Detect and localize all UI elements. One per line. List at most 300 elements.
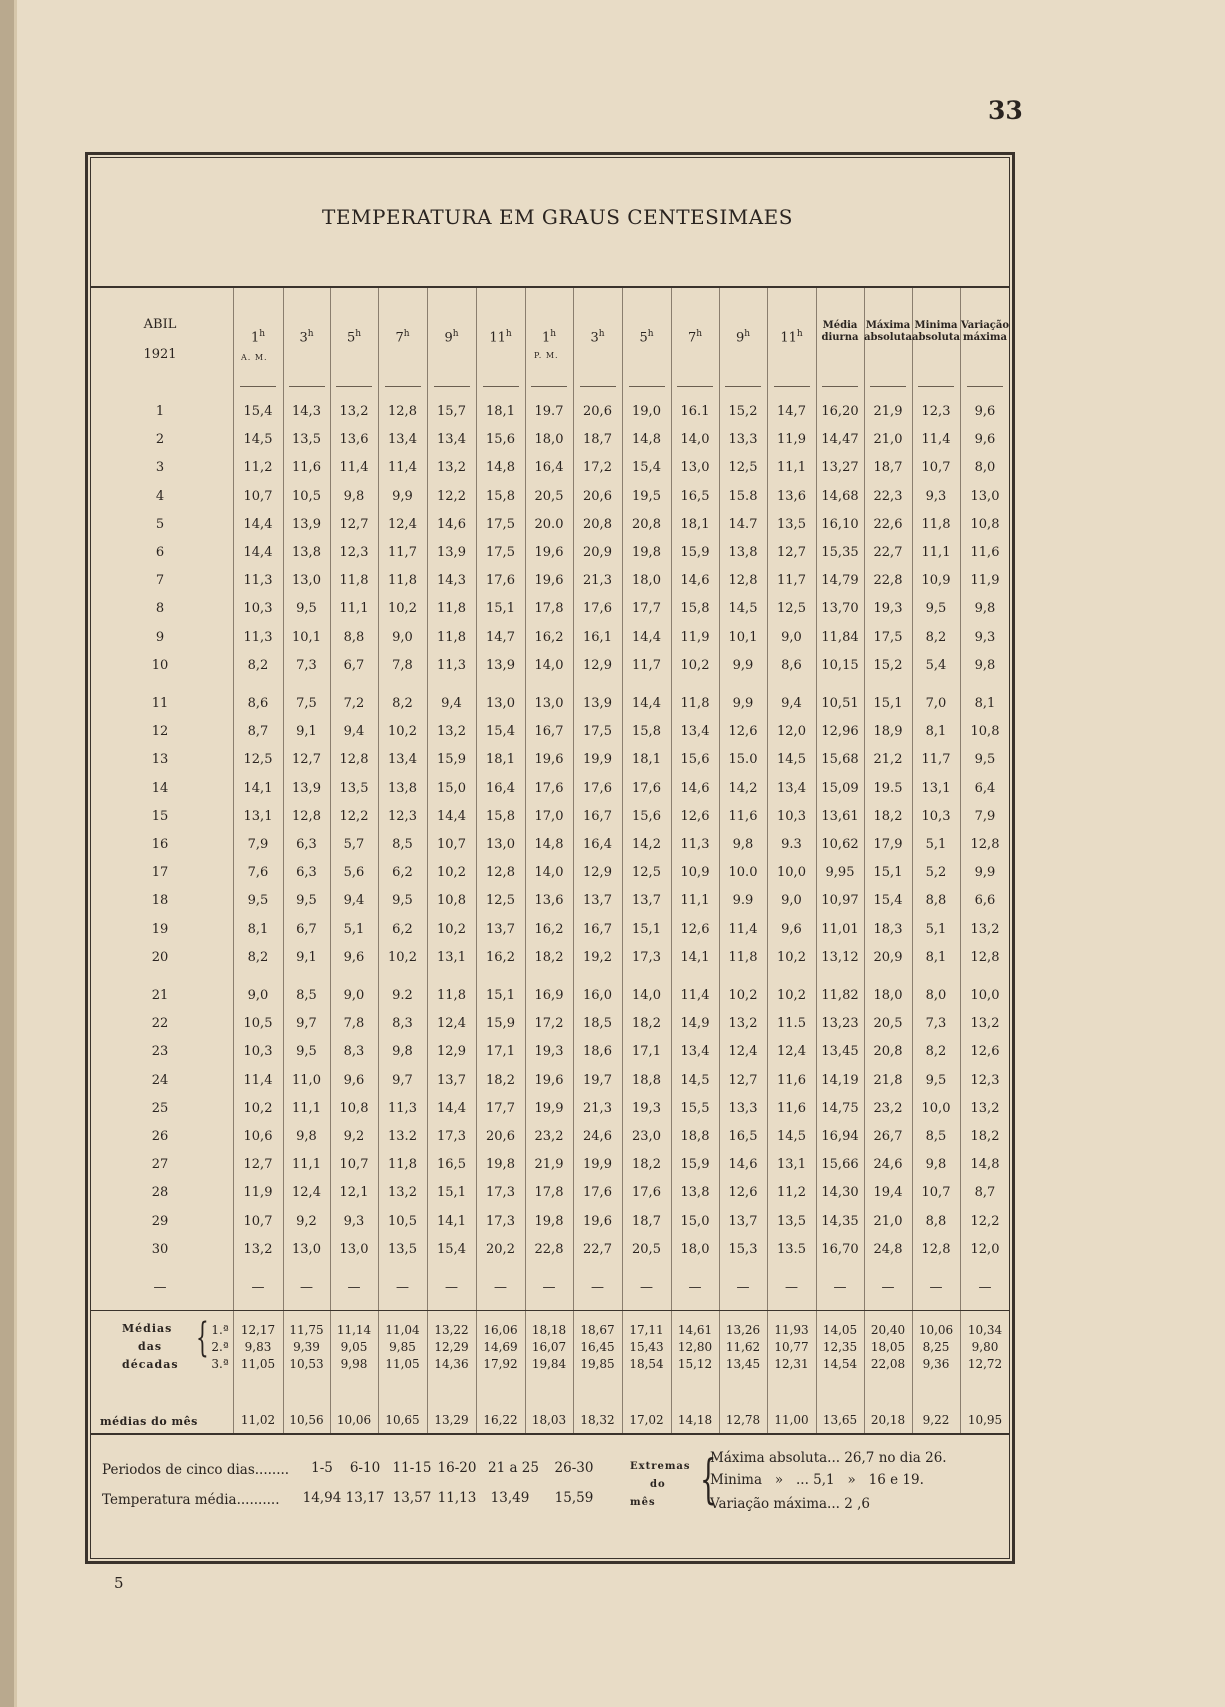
table-cell: 21,3 xyxy=(583,573,612,589)
table-cell: 9,6 xyxy=(781,921,802,937)
table-cell: 14,6 xyxy=(680,573,710,589)
header-underline xyxy=(870,386,906,387)
table-cell: 11,8 xyxy=(680,696,710,711)
table-cell: 9,7 xyxy=(392,1072,413,1088)
table-cell: 19,2 xyxy=(583,949,612,965)
table-cell: 9,8 xyxy=(925,1157,947,1173)
table-cell: 14.7 xyxy=(728,516,758,532)
row-day: 20 xyxy=(151,949,169,965)
decade-mean: 16,45 xyxy=(580,1340,615,1354)
period-temp: 13,57 xyxy=(392,1490,432,1506)
header-underline xyxy=(289,386,325,387)
table-cell: 11,3 xyxy=(388,1100,417,1116)
table-cell: 11,4 xyxy=(728,921,758,937)
table-cell: 8,0 xyxy=(925,988,947,1003)
table-cell: 12,1 xyxy=(339,1185,369,1201)
table-cell: 15,1 xyxy=(873,865,903,881)
table-cell: 15,1 xyxy=(486,601,515,617)
table-cell: 17,5 xyxy=(583,724,612,740)
table-cell: 12,7 xyxy=(728,1072,758,1088)
row-day: 19 xyxy=(151,921,169,937)
table-cell: 15.8 xyxy=(728,488,758,504)
table-cell: 12,8 xyxy=(728,573,758,589)
header-top-rule xyxy=(90,286,1010,288)
table-cell: 18,7 xyxy=(873,460,903,476)
decade-mean: 18,54 xyxy=(629,1357,664,1371)
table-cell: 23,2 xyxy=(534,1129,564,1144)
table-cell: 16,5 xyxy=(680,488,710,504)
table-cell: 9,5 xyxy=(974,752,996,768)
table-cell: 15,8 xyxy=(632,724,661,740)
table-cell: 9,4 xyxy=(343,724,365,740)
decade-mean: 13,22 xyxy=(434,1323,469,1337)
table-cell: 12,2 xyxy=(437,488,466,504)
dash-cell: — xyxy=(591,1280,604,1295)
table-title-text: TEMPERATURA EM GRAUS CENTESIMAES xyxy=(322,205,793,229)
table-cell: 8,1 xyxy=(974,696,996,711)
table-cell: 10,51 xyxy=(821,696,859,711)
table-cell: 16,2 xyxy=(486,949,515,965)
table-cell: 7,0 xyxy=(925,696,947,711)
table-cell: 10,3 xyxy=(243,1044,273,1060)
table-cell: 19,7 xyxy=(583,1072,612,1088)
table-cell: 18,2 xyxy=(632,1157,661,1173)
table-cell: 17,8 xyxy=(534,1185,564,1201)
table-cell: 8,2 xyxy=(925,629,947,645)
table-cell: 15,4 xyxy=(437,1241,466,1257)
dash-cell: — xyxy=(251,1280,265,1295)
table-cell: 14,4 xyxy=(437,808,466,824)
table-cell: 14,1 xyxy=(437,1213,466,1229)
table-cell: 14,8 xyxy=(970,1157,1000,1173)
table-cell: 11,4 xyxy=(339,460,369,476)
table-cell: 8,7 xyxy=(247,724,269,740)
row-day: 13 xyxy=(151,752,169,768)
table-cell: 12,6 xyxy=(728,1185,758,1201)
table-cell: 16,7 xyxy=(583,808,612,824)
decade-mean: 12,17 xyxy=(240,1323,276,1337)
table-cell: 9,2 xyxy=(343,1129,365,1144)
decades-label: das xyxy=(138,1340,163,1353)
table-cell: 7,3 xyxy=(925,1016,947,1032)
table-cell: 18,5 xyxy=(583,1016,612,1032)
header-month: ABIL xyxy=(143,317,177,332)
table-cell: 8,5 xyxy=(392,837,413,852)
table-cell: 16,7 xyxy=(534,724,564,740)
table-cell: 11,8 xyxy=(437,629,466,645)
table-cell: 7,9 xyxy=(247,837,269,852)
table-cell: 22,3 xyxy=(873,488,903,504)
table-cell: 18,1 xyxy=(632,752,661,768)
period-range: 16-20 xyxy=(437,1460,477,1476)
table-cell: 12,5 xyxy=(632,865,661,881)
header-underline xyxy=(967,386,1003,387)
extreme-var: Variação máxima... 2 ,6 xyxy=(710,1496,870,1512)
table-cell: 15,1 xyxy=(873,696,903,711)
table-cell: 15,66 xyxy=(821,1157,859,1173)
table-cell: 16.1 xyxy=(680,404,710,419)
table-cell: 14,2 xyxy=(632,837,661,852)
table-cell: 19,9 xyxy=(583,1157,612,1173)
table-cell: 17,6 xyxy=(632,780,661,796)
table-cell: 16,9 xyxy=(534,988,564,1003)
table-cell: 20,9 xyxy=(583,545,612,560)
table-cell: 16,20 xyxy=(821,404,859,419)
table-cell: 9,8 xyxy=(343,488,365,504)
table-cell: 7,9 xyxy=(974,808,996,824)
decade-mean: 11,75 xyxy=(289,1323,324,1337)
table-cell: 24,6 xyxy=(873,1157,903,1173)
dash-cell: — xyxy=(978,1280,992,1295)
month-mean: 11,00 xyxy=(774,1413,809,1427)
table-cell: 16,4 xyxy=(486,780,515,796)
table-cell: 11,9 xyxy=(680,629,710,645)
header-hour: 9$^h$ xyxy=(735,329,751,346)
table-cell: 21,8 xyxy=(873,1072,903,1088)
decade-mean: 19,84 xyxy=(531,1357,567,1371)
table-cell: 12,4 xyxy=(777,1044,806,1060)
month-mean: 12,78 xyxy=(725,1413,761,1427)
table-cell: 14,8 xyxy=(632,432,661,448)
table-cell: 13,6 xyxy=(534,893,564,909)
table-cell: 5,7 xyxy=(343,837,365,852)
table-cell: 18,7 xyxy=(583,432,612,448)
table-cell: 12,8 xyxy=(388,404,417,419)
table-cell: 17,5 xyxy=(873,629,903,645)
table-cell: 20,5 xyxy=(873,1016,903,1032)
table-cell: 13,7 xyxy=(583,893,612,909)
table-cell: 10,3 xyxy=(243,601,273,617)
table-cell: 9,5 xyxy=(296,1044,317,1060)
table-cell: 10,62 xyxy=(821,837,859,852)
table-cell: 20.0 xyxy=(534,516,564,532)
table-cell: 12,4 xyxy=(388,516,417,532)
row-day: 25 xyxy=(151,1100,169,1116)
header-hour: 1$^h$ xyxy=(541,329,557,346)
header-minima-absoluta: Minima absoluta xyxy=(912,320,960,343)
table-cell: 19,0 xyxy=(632,404,661,419)
table-cell: 16,2 xyxy=(534,629,564,645)
header-underline xyxy=(822,386,858,387)
table-cell: 14,47 xyxy=(821,432,859,448)
table-cell: 12,2 xyxy=(970,1213,1000,1229)
table-cell: 10,8 xyxy=(970,724,1000,740)
table-cell: 11,8 xyxy=(728,949,758,965)
table-cell: 12,6 xyxy=(728,724,758,740)
table-cell: 12,8 xyxy=(292,808,321,824)
table-cell: 19,6 xyxy=(534,545,564,560)
header-underline xyxy=(336,386,372,387)
month-mean: 10,95 xyxy=(967,1413,1003,1427)
table-cell: 18,2 xyxy=(486,1072,515,1088)
period-temp: 13,17 xyxy=(345,1490,385,1506)
table-cell: 20,6 xyxy=(583,404,612,419)
dash-cell: — xyxy=(640,1280,653,1295)
decade-mean: 12,29 xyxy=(434,1340,469,1354)
table-cell: 16,10 xyxy=(821,516,859,532)
table-cell: 20,8 xyxy=(632,516,661,532)
month-mean: 18,32 xyxy=(580,1413,615,1427)
header-underline xyxy=(240,386,276,387)
row-day: 15 xyxy=(151,808,169,824)
table-cell: 14,5 xyxy=(680,1072,710,1088)
table-cell: 13,1 xyxy=(777,1157,806,1173)
table-cell: 13,4 xyxy=(777,780,806,796)
table-cell: 19,8 xyxy=(632,545,661,560)
dash-cell: — xyxy=(929,1280,943,1295)
month-mean: 13,29 xyxy=(434,1413,469,1427)
table-cell: 7,6 xyxy=(247,865,269,881)
table-cell: 10,1 xyxy=(292,629,321,645)
table-cell: 14,68 xyxy=(821,488,859,504)
table-cell: 9.9 xyxy=(732,893,754,909)
table-cell: 14,7 xyxy=(777,404,806,419)
table-title xyxy=(0,205,1225,229)
table-cell: 15,8 xyxy=(680,601,710,617)
period-temp: 15,59 xyxy=(554,1490,594,1506)
table-cell: 11,8 xyxy=(388,1157,417,1173)
table-cell: 18,0 xyxy=(680,1241,710,1257)
table-cell: 10,97 xyxy=(821,893,859,909)
row-day: 17 xyxy=(151,865,169,881)
table-cell: 9,3 xyxy=(343,1213,365,1229)
table-cell: 14,6 xyxy=(437,516,466,532)
month-mean: 16,22 xyxy=(483,1413,518,1427)
table-cell: 26,7 xyxy=(873,1129,903,1144)
table-cell: 16,1 xyxy=(583,629,612,645)
decade-mean: 13,26 xyxy=(725,1323,761,1337)
table-cell: 21,9 xyxy=(873,404,903,419)
row-day: 5 xyxy=(155,516,165,532)
table-cell: 19,3 xyxy=(632,1100,661,1116)
row-day: 1 xyxy=(155,404,165,419)
table-cell: 13,5 xyxy=(388,1241,417,1257)
table-cell: 15,9 xyxy=(486,1016,515,1032)
table-cell: 12,3 xyxy=(339,545,369,560)
table-cell: 11,2 xyxy=(777,1185,806,1201)
table-cell: 16,70 xyxy=(821,1241,859,1257)
row-day: 6 xyxy=(155,545,165,560)
dash-cell: — xyxy=(396,1280,409,1295)
table-cell: 17,3 xyxy=(486,1185,515,1201)
table-cell: 15,8 xyxy=(486,488,515,504)
period-range: 6-10 xyxy=(349,1460,381,1476)
table-cell: 15,4 xyxy=(632,460,661,476)
header-hour: 7$^h$ xyxy=(687,329,703,346)
table-cell: 9,9 xyxy=(732,696,754,711)
table-cell: 11,6 xyxy=(777,1100,806,1116)
table-cell: 14,4 xyxy=(632,696,661,711)
table-cell: 12,0 xyxy=(970,1241,1000,1257)
period-range: 11-15 xyxy=(392,1460,432,1476)
decade-mean: 18,05 xyxy=(870,1340,906,1354)
table-cell: 10,2 xyxy=(388,724,417,740)
table-cell: 11,7 xyxy=(388,545,417,560)
table-cell: 9.3 xyxy=(781,837,802,852)
row-day: 26 xyxy=(151,1129,169,1144)
period-range: 1-5 xyxy=(311,1460,333,1476)
table-cell: 9,6 xyxy=(974,404,996,419)
table-cell: 11,7 xyxy=(777,573,806,589)
table-cell: 15,5 xyxy=(680,1100,710,1116)
table-cell: 13,8 xyxy=(680,1185,710,1201)
table-cell: 10,2 xyxy=(728,988,758,1003)
table-cell: 11,8 xyxy=(339,573,369,589)
header-media-diurna: Média diurna xyxy=(821,320,859,343)
month-mean: 18,03 xyxy=(531,1413,567,1427)
dash-day: — xyxy=(153,1280,167,1295)
table-cell: 5,2 xyxy=(925,865,947,881)
table-cell: 11,6 xyxy=(292,460,321,476)
table-cell: 10.0 xyxy=(728,865,758,881)
table-cell: 14,5 xyxy=(728,601,758,617)
table-cell: 12,4 xyxy=(292,1185,321,1201)
table-cell: 17,2 xyxy=(583,460,612,476)
table-cell: 12,96 xyxy=(821,724,859,740)
table-cell: 13,5 xyxy=(339,780,369,796)
table-cell: 13,1 xyxy=(243,808,273,824)
table-cell: 16,5 xyxy=(728,1129,758,1144)
table-cell: 11,01 xyxy=(821,921,859,937)
header-hour: 1$^h$ xyxy=(250,329,266,346)
table-cell: 13,0 xyxy=(292,1241,321,1257)
table-cell: 14,79 xyxy=(821,573,859,589)
table-cell: 18,0 xyxy=(873,988,903,1003)
table-cell: 14,9 xyxy=(680,1016,710,1032)
table-cell: 13,0 xyxy=(970,488,1000,504)
header-pm: P. M. xyxy=(534,351,559,360)
table-cell: 11,4 xyxy=(921,432,951,448)
decade-mean: 20,40 xyxy=(870,1323,906,1337)
decade-mean: 16,07 xyxy=(531,1340,567,1354)
table-cell: 13,8 xyxy=(292,545,321,560)
table-cell: 15,1 xyxy=(437,1185,466,1201)
decades-brace: { xyxy=(196,1315,209,1361)
table-cell: 11,8 xyxy=(437,988,466,1003)
table-cell: 20,9 xyxy=(873,949,903,965)
table-cell: 14,6 xyxy=(728,1157,758,1173)
table-cell: 9,7 xyxy=(296,1016,317,1032)
table-cell: 7,8 xyxy=(343,1016,365,1032)
header-underline xyxy=(725,386,761,387)
table-cell: 8,5 xyxy=(296,988,317,1003)
table-cell: 9,8 xyxy=(974,601,996,617)
month-mean: 20,18 xyxy=(870,1413,906,1427)
table-cell: 14,5 xyxy=(777,752,806,768)
table-cell: 7,2 xyxy=(343,696,365,711)
table-cell: 8,7 xyxy=(974,1185,996,1201)
header-underline xyxy=(580,386,616,387)
table-cell: 18,2 xyxy=(970,1129,1000,1144)
period-temp: 14,94 xyxy=(302,1490,342,1506)
row-day: 22 xyxy=(151,1016,169,1032)
period-temp: 11,13 xyxy=(437,1490,477,1506)
table-cell: 9,8 xyxy=(392,1044,413,1060)
table-cell: 24,8 xyxy=(873,1241,903,1257)
table-cell: 11,6 xyxy=(970,545,1000,560)
decade-mean: 12,80 xyxy=(677,1340,713,1354)
table-cell: 11,82 xyxy=(821,988,859,1003)
table-cell: 9,95 xyxy=(825,865,855,881)
table-cell: 9,8 xyxy=(296,1129,317,1144)
table-cell: 12,5 xyxy=(486,893,515,909)
table-cell: 17,5 xyxy=(486,545,515,560)
row-day: 7 xyxy=(155,573,165,589)
table-cell: 5,1 xyxy=(343,921,365,937)
table-cell: 15,68 xyxy=(821,752,859,768)
page-edge-highlight xyxy=(14,0,17,1707)
table-cell: 13,8 xyxy=(388,780,417,796)
table-cell: 12,6 xyxy=(680,921,710,937)
table-cell: 21,0 xyxy=(873,1213,903,1229)
decade-mean: 22,08 xyxy=(870,1357,906,1371)
table-cell: 13,12 xyxy=(821,949,859,965)
table-cell: 19.5 xyxy=(873,780,903,796)
table-cell: 13,2 xyxy=(728,1016,758,1032)
table-cell: 10,7 xyxy=(243,1213,273,1229)
table-cell: 8,1 xyxy=(925,724,947,740)
table-cell: 14,3 xyxy=(292,404,321,419)
table-cell: 16,4 xyxy=(534,460,564,476)
table-cell: 13.2 xyxy=(388,1129,417,1144)
month-mean: 11,02 xyxy=(240,1413,276,1427)
table-cell: 14,4 xyxy=(243,545,273,560)
table-cell: 15,9 xyxy=(680,1157,710,1173)
table-cell: 10,8 xyxy=(437,893,466,909)
table-cell: 8,8 xyxy=(925,893,947,909)
table-cell: 6,6 xyxy=(974,893,996,909)
decade-mean: 18,67 xyxy=(580,1323,615,1337)
table-cell: 18,1 xyxy=(486,404,515,419)
row-day: 4 xyxy=(155,488,165,504)
header-hour: 11$^h$ xyxy=(780,329,803,346)
table-cell: 18,2 xyxy=(632,1016,661,1032)
table-cell: 13,7 xyxy=(728,1213,758,1229)
table-cell: 15,35 xyxy=(821,545,859,560)
table-cell: 12,7 xyxy=(243,1157,273,1173)
table-cell: 17,8 xyxy=(534,601,564,617)
table-cell: 15,6 xyxy=(632,808,661,824)
table-cell: 14,6 xyxy=(680,780,710,796)
table-cell: 14,0 xyxy=(534,657,564,673)
table-cell: 10,3 xyxy=(777,808,806,824)
table-cell: 13,7 xyxy=(632,893,661,909)
table-cell: 9,1 xyxy=(296,949,317,965)
table-cell: 9,8 xyxy=(974,657,996,673)
month-mean: 14,18 xyxy=(677,1413,713,1427)
table-cell: 10,1 xyxy=(728,629,758,645)
table-cell: 8,6 xyxy=(247,696,269,711)
table-cell: 8,3 xyxy=(343,1044,365,1060)
decade-mean: 19,85 xyxy=(580,1357,615,1371)
table-cell: 14,2 xyxy=(728,780,758,796)
table-cell: 10,0 xyxy=(970,988,1000,1003)
table-cell: 18,3 xyxy=(873,921,903,937)
table-cell: 21,2 xyxy=(873,752,903,768)
extreme-max: Máxima absoluta... 26,7 no dia 26. xyxy=(710,1450,947,1466)
table-cell: 9,3 xyxy=(925,488,947,504)
table-cell: 10,8 xyxy=(970,516,1000,532)
table-cell: 11,0 xyxy=(292,1072,321,1088)
table-cell: 19,8 xyxy=(486,1157,515,1173)
row-day: 2 xyxy=(155,432,165,448)
table-cell: 13,0 xyxy=(680,460,710,476)
month-mean: 13,65 xyxy=(822,1413,858,1427)
decade-mean: 11,04 xyxy=(385,1323,420,1337)
table-cell: 9,6 xyxy=(343,1072,365,1088)
table-cell: 14,0 xyxy=(632,988,661,1003)
table-cell: 12,4 xyxy=(728,1044,758,1060)
